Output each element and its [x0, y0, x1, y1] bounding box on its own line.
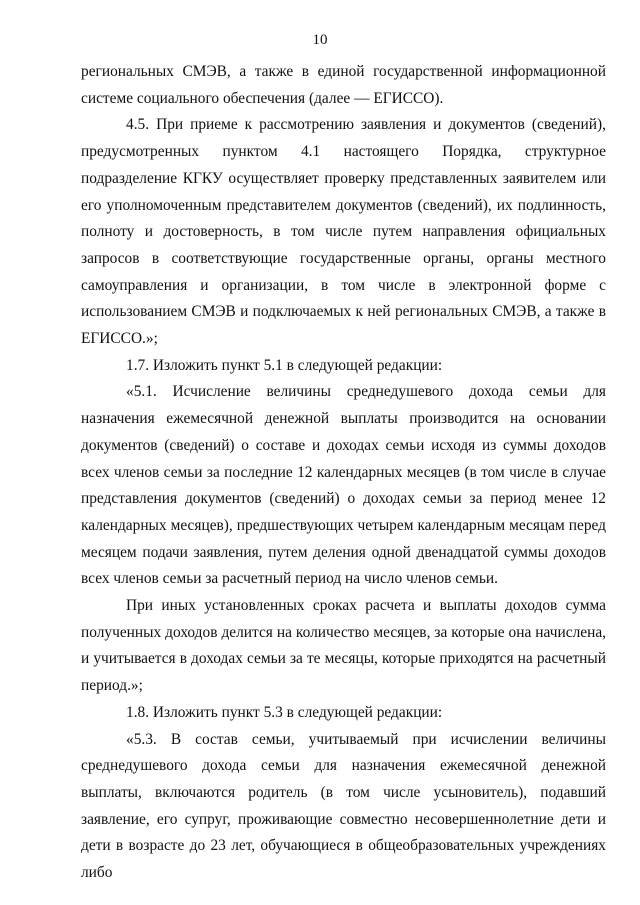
document-body: [81, 59, 606, 887]
paragraph-p2: 1.7. Изложить пункт 5.1 в следующей редакции:: [126, 356, 443, 374]
paragraph-p0: региональных СМЭВ, а также в единой государственной информационной системе социального обеспечения (далее — ЕГИССО).: [81, 63, 606, 107]
paragraph-p5: 1.8. Изложить пункт 5.3 в следующей редакции:: [126, 703, 443, 721]
paragraph-p3: «5.1. Исчисление величины среднедушевого дохода семьи для назначения ежемесячной денежной выплаты производится на основании документов (сведений) о составе и доходах семьи исходя из суммы доходов всех членов семьи за последние 12 календарных месяцев (в том числе в случае представления документов (сведений) о доходах семьи за период менее 12 календарных месяцев), предшествующих четырем календарным месяцам перед месяцем подачи заявления, путем деления одной двенадцатой суммы доходов всех членов семьи за расчетный период на число членов семьи.: [81, 383, 606, 588]
page-number: 10: [312, 32, 328, 48]
paragraph-p1: 4.5. При приеме к рассмотрению заявления и документов (сведений), предусмотренных пунктом 4.1 настоящего Порядка, структурное подразделение КГКУ осуществляет проверку представленных заявителем или его уполномоченным представителем документов (сведений), их подлинность, полноту и достоверность, в том числе путем направления официальных запросов в соответствующие государственные органы, органы местного самоуправления и организации, в том числе в электронной форме с использованием СМЭВ и подключаемых к ней региональных СМЭВ, а также в ЕГИССО.»;: [81, 116, 606, 348]
paragraph-p4: При иных установленных сроках расчета и выплаты доходов сумма полученных доходов делится на количество месяцев, за которые она начислена, и учитывается в доходах семьи за те месяцы, которые приходятся на расчетный период.»;: [81, 597, 606, 695]
paragraph-p6: «5.3. В состав семьи, учитываемый при исчислении величины среднедушевого дохода семьи для назначения ежемесячной денежной выплаты, включаются родитель (в том числе усыновитель), подавший заявление, его супруг, проживающие совместно несовершеннолетние дети и дети в возрасте до 23 лет, обучающиеся в общеобразовательных учреждениях либо: [81, 730, 606, 882]
